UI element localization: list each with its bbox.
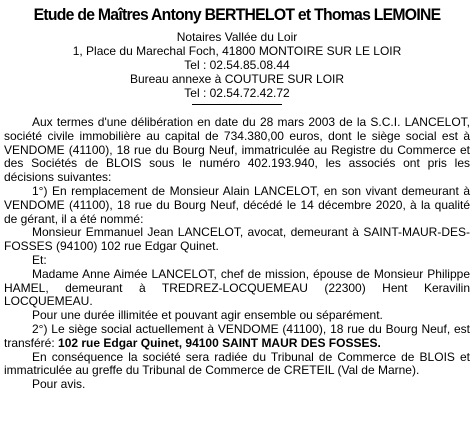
paragraph-new-manager-2: Madame Anne Aimée LANCELOT, chef de mission, épouse de Monsieur Philippe HAMEL, demeurant à TREDREZ-LOCQUEMEAU (22300) Hent Keravilin LOCQUEMEAU. (4, 266, 470, 309)
office-address: 1, Place du Marechal Foch, 41800 MONTOIRE SUR LE LOIR (72, 44, 402, 58)
office-name: Notaires Vallée du Loir (176, 30, 298, 44)
paragraph-new-manager-1: Monsieur Emmanuel Jean LANCELOT, avocat, demeurant à SAINT-MAUR-DES-FOSSES (94100) 102 rue Edgar Quinet. (4, 225, 470, 254)
paragraph-manager-replacement: 1°) En remplacement de Monsieur Alain LANCELOT, en son vivant demeurant à VENDOME (41100), 18 rue du Bourg Neuf, décédé le 14 décembre 2020, à la qualité de gérant, il a été nommé: (4, 183, 470, 226)
paragraph-closing: Pour avis. (32, 377, 86, 392)
paragraph-duration: Pour une durée illimitée et pouvant agir ensemble ou séparément. (32, 308, 383, 323)
paragraph-registry: En conséquence la société sera radiée du Tribunal de Commerce de BLOIS et immatriculée au greffe du Tribunal de Commerce de CRETEIL (Val de Marne). (4, 349, 470, 378)
new-address: 102 rue Edgar Quinet, 94100 SAINT MAUR DES FOSSES. (58, 335, 381, 350)
annex-office: Bureau annexe à COUTURE SUR LOIR (129, 72, 345, 86)
transfer-text: 2°) Le siège social actuellement à VENDOME (41100), 18 rue du Bourg Neuf, est transféré: (4, 321, 470, 350)
paragraph-and: Et: (32, 252, 47, 267)
office-phone: Tel : 02.54.85.08.44 (184, 58, 290, 72)
separator-rule (192, 104, 282, 105)
paragraph-deliberation: Aux termes d'une délibération en date du 28 mars 2003 de la S.C.I. LANCELOT, société civile immobilière au capital de 734.380,00 euros, dont le siège social est à VENDOME (41100), 18 rue du Bourg Neuf, immatriculée au Registre du Commerce et des Sociétés de BLOIS sous le numéro 402.193.940, les associés ont pris les décisions suivantes: (4, 115, 470, 185)
notice-body (4, 116, 470, 392)
notary-office-block (4, 30, 470, 100)
paragraph-transfer (4, 323, 470, 351)
annex-phone: Tel : 02.54.72.42.72 (184, 86, 290, 100)
notice-title: Etude de Maîtres Antony BERTHELOT et Thomas LEMOINE (33, 6, 441, 24)
